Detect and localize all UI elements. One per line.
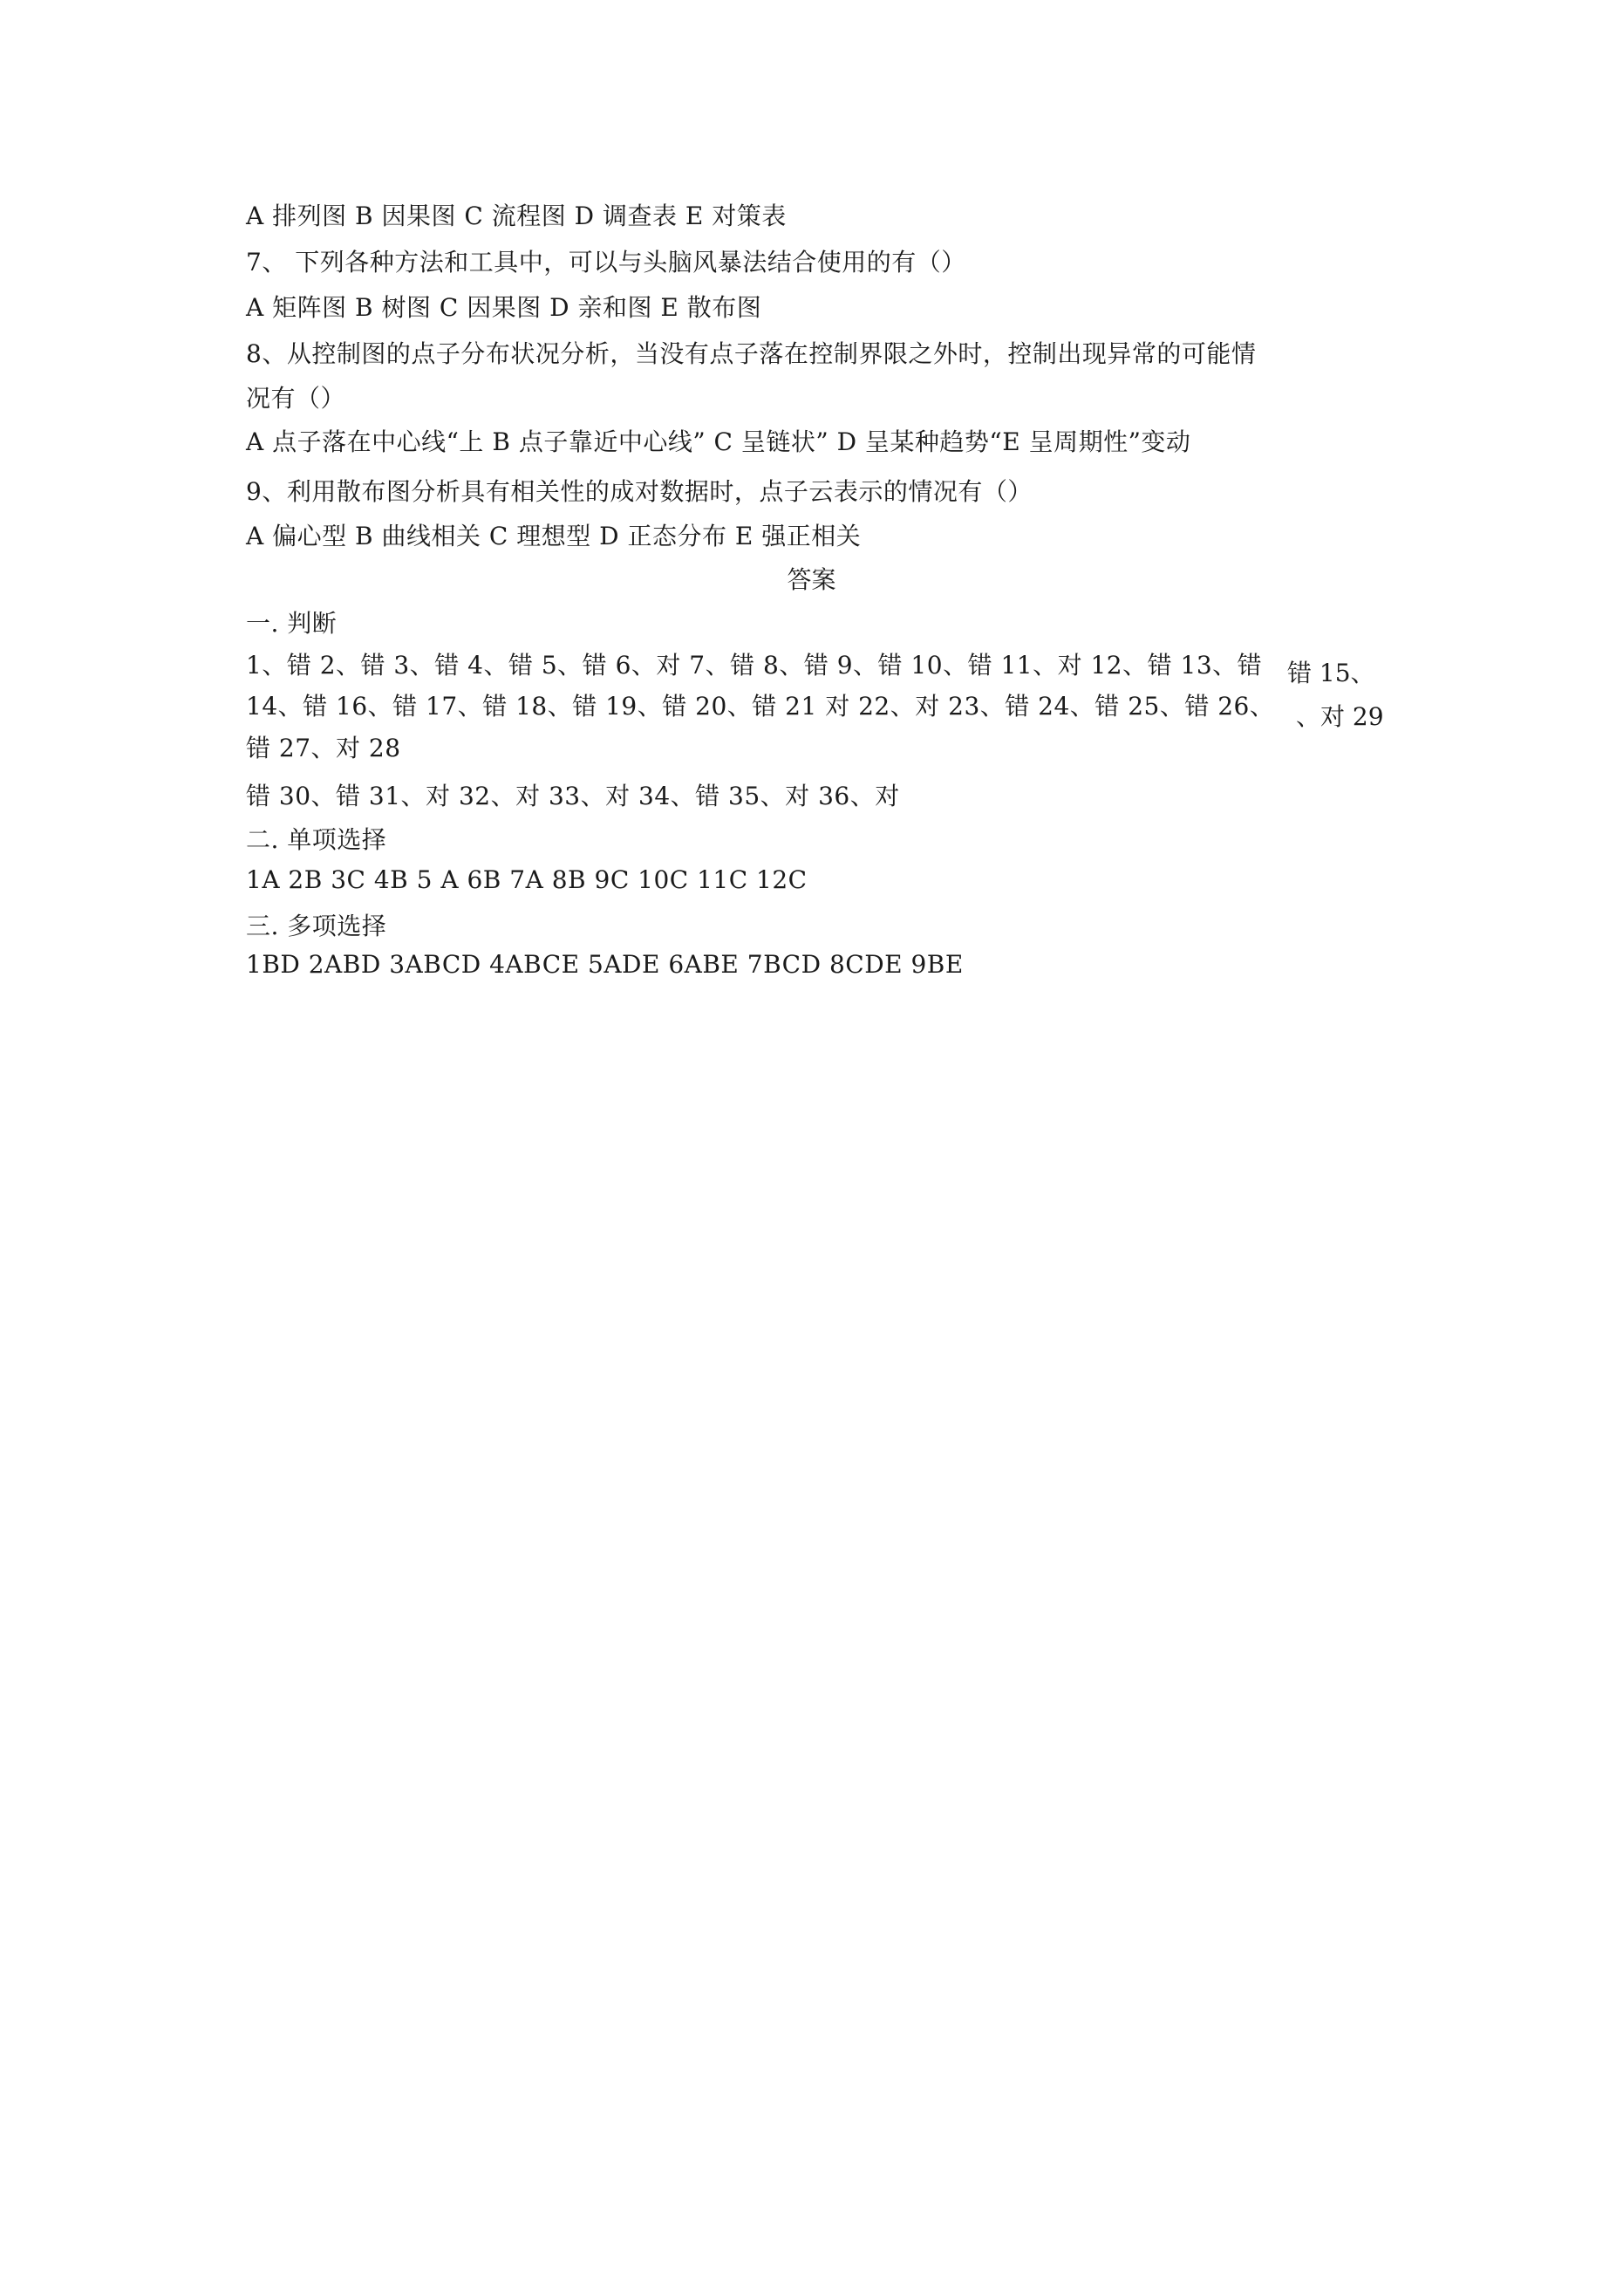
section1-answers-row2: 14、错 16、错 17、错 18、错 19、错 20、错 21 对 22、对 23、错 24、错 25、错 26、 [246,692,1275,721]
q9-options: A 偏心型 B 曲线相关 C 理想型 D 正态分布 E 强正相关 [246,522,862,550]
q8-options: A 点子落在中心线“上 B 点子靠近中心线” C 呈链状” D 呈某种趋势“E 呈周期性”变动 [246,427,1191,456]
section1-answers-row3: 错 27、对 28 [246,734,401,762]
section1-side-note-1: 错 15、 [1287,659,1375,687]
q7-options: A 矩阵图 B 树图 C 因果图 D 亲和图 E 散布图 [246,293,762,322]
q9-question: 9、利用散布图分析具有相关性的成对数据时，点子云表示的情况有（） [246,477,1033,506]
section2-heading: 二. 单项选择 [246,825,387,854]
section3-heading: 三. 多项选择 [246,912,387,940]
answer-title: 答案 [787,565,836,594]
q8-question-line2: 况有（） [246,384,346,413]
section3-answers: 1BD 2ABD 3ABCD 4ABCE 5ADE 6ABE 7BCD 8CDE 9BE [246,950,964,979]
section1-answers-row1: 1、错 2、错 3、错 4、错 5、错 6、对 7、错 8、错 9、错 10、错 11、对 12、错 13、错 [246,651,1263,680]
q6-options: A 排列图 B 因果图 C 流程图 D 调查表 E 对策表 [246,202,787,230]
section1-answers-row4: 错 30、错 31、对 32、对 33、对 34、错 35、对 36、对 [246,782,900,810]
section2-answers: 1A 2B 3C 4B 5 A 6B 7A 8B 9C 10C 11C 12C [246,865,808,894]
q8-question-line1: 8、从控制图的点子分布状况分析，当没有点子落在控制界限之外时，控制出现异常的可能情 [246,339,1257,368]
q7-question: 7、 下列各种方法和工具中，可以与头脑风暴法结合使用的有（） [246,248,966,277]
section1-side-note-2: 、对 29 [1296,702,1384,731]
section1-heading: 一. 判断 [246,609,338,638]
